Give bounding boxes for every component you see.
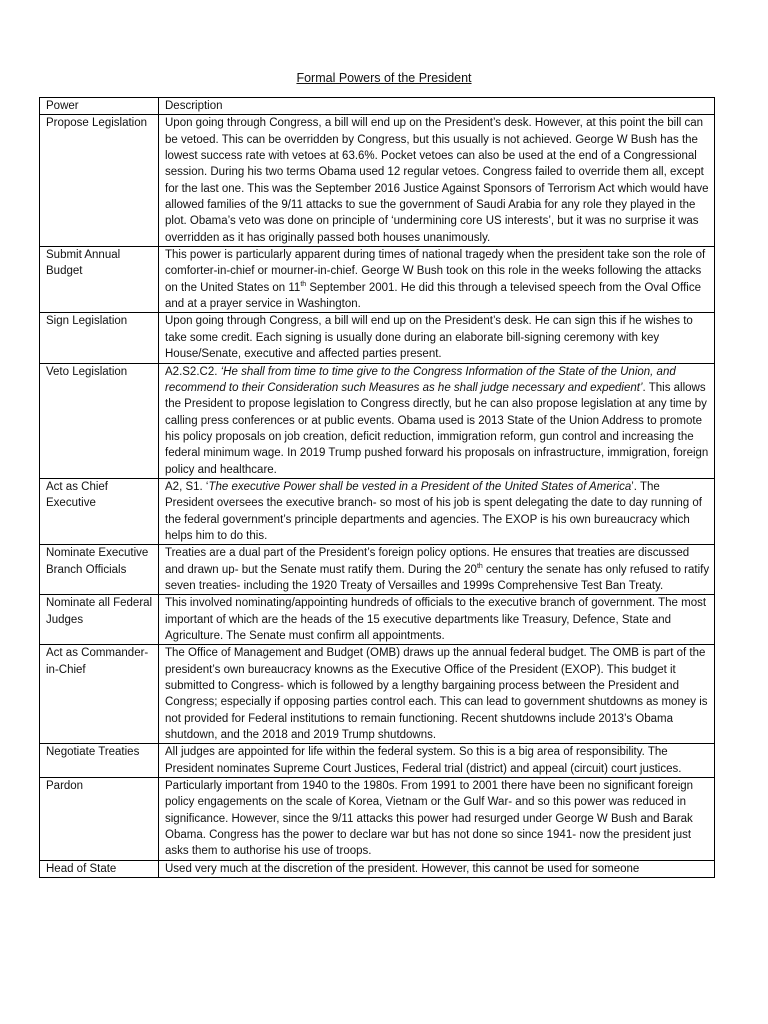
description-text: A2, S1. ‘ [165,480,209,493]
table-row [40,115,715,247]
table-row [40,313,715,363]
table-row [40,545,715,595]
power-cell: Submit Annual Budget [40,247,159,313]
description-text: The Office of Management and Budget (OMB) draws up the annual federal budget. The OMB is part of the president’s own bureaucracy knowns as the Executive Office of the President (EXOP). This budget it submitted to Congress- which is followed by a lengthy bargaining process between the President and Congress; especially if opposing parties control each. This can lead to government shutdowns as money is not provided for Federal institutions to remain functioning. Recent shutdowns include 2013’s Obama shutdown, and the 2018 and 2019 Trump shutdowns. [165,647,708,742]
description-text: This involved nominating/appointing hundreds of officials to the executive branch of government. The most important of which are the heads of the 15 executive departments like Treasury, Defence, State and Agriculture. The Senate must confirm all appointments. [165,597,707,642]
header-description: Description [159,98,715,115]
description-cell [159,645,715,744]
description-cell [159,363,715,478]
description-cell [159,778,715,861]
description-text: All judges are appointed for life within the federal system. So this is a big area of responsibility. The President nominates Supreme Court Justices, Federal trial (district) and appeal (circuit) court justices. [165,746,682,775]
description-text: September 2001. He did this through a televised speech from the Oval Office and at a prayer service in Washington. [165,281,702,311]
power-cell: Negotiate Treaties [40,744,159,778]
power-cell: Nominate all Federal Judges [40,595,159,645]
description-text: This power is particularly apparent during times of national tragedy when the president take son the role of comforter-in-chief or mourner-in-chief. George W Bush took on this role in the weeks following the attacks on the United States on 11 [165,249,706,294]
description-cell [159,313,715,363]
header-power: Power [40,98,159,115]
description-text: Particularly important from 1940 to the 1980s. From 1991 to 2001 there have been no significant foreign policy engagements on the scale of Korea, Vietnam or the Gulf War- and so this power was reduced in significance. However, since the 9/11 attacks this power had resurged under George W Bush and Barak Obama. Congress has the power to declare war but has not done so since 1941- now the president just asks them to authorise his use of troops. [165,780,694,858]
description-cell [159,115,715,247]
power-cell: Act as Chief Executive [40,478,159,544]
description-text: A2.S2.C2. [165,365,221,378]
document-title: Formal Powers of the President [296,71,472,85]
power-cell: Pardon [40,778,159,861]
description-text: . This allows the President to propose legislation to Congress directly, but he can also propose legislation at any time by calling press conferences or at public events. Obama used is 2013 State of the Union Address to promote his policy proposals on job creation, deficit reduction, immigration reform, gun control and increasing the federal minimum wage. In 2019 Trump pushed forward his proposals on infrastructure, immigration, foreign policy and healthcare. [165,381,709,476]
power-cell: Act as Commander-in-Chief [40,645,159,744]
table-row [40,478,715,544]
description-cell [159,595,715,645]
power-cell: Veto Legislation [40,363,159,478]
quoted-constitution-text: ‘He shall from time to time give to the Congress Information of the State of the Union, and recommend to their Consideration such Measures as he shall judge necessary and expedient’ [165,365,676,394]
powers-table [39,97,715,878]
description-text: ’. The President oversees the executive branch- so most of his job is spent delegating the date to day running of the federal government’s principle departments and agencies. The EXOP is his own bureaucracy which helps him to do this. [165,480,702,542]
table-header-row [40,98,715,115]
ordinal-suffix: th [476,562,483,570]
power-cell: Sign Legislation [40,313,159,363]
description-text: century the senate has only refused to ratify seven treaties- including the 1920 Treaty of Versailles and 1999s Comprehensive Test Ban Treaty. [165,563,710,592]
table-row [40,595,715,645]
description-cell [159,860,715,877]
description-text: Used very much at the discretion of the president. However, this cannot be used for someone [165,862,640,875]
truncated-text [165,861,711,877]
description-cell [159,744,715,778]
table-row [40,778,715,861]
power-cell: Propose Legislation [40,115,159,247]
description-text: Upon going through Congress, a bill will end up on the President’s desk. He can sign this if he wishes to take some credit. Each signing is usually done during an elaborate bill-signing ceremony with key House/Senate, executive and affected parties present. [165,315,693,361]
description-text: Upon going through Congress, a bill will end up on the President’s desk. However, at this point the bill can be vetoed. This can be overridden by Congress, but this usually is not achieved. George W Bush has the lowest success rate with vetoes at 63.6%. Pocket vetoes can also be used at the end of a Congressional session. During his two terms Obama used 12 regular vetoes. Congress failed to override them all, except for the last one. This was the September 2016 Justice Against Sponsors of Terrorism Act which would have allowed families of the 9/11 attacks to sue the government of Saudi Arabia for any role they played in the plot. Obama’s veto was done on principle of ‘undermining core US interests’, but it was no surprise it was overridden as it has originally passed both houses unanimously. [165,117,709,244]
quoted-constitution-text: The executive Power shall be vested in a President of the United States of America [208,480,632,493]
table-row [40,645,715,744]
description-text: Treaties are a dual part of the President’s foreign policy options. He ensures that treaties are discussed and drawn up- but the Senate must ratify them. During the 20 [165,547,690,576]
power-cell: Nominate Executive Branch Officials [40,545,159,595]
description-cell [159,545,715,595]
table-row [40,744,715,778]
power-cell: Head of State [40,860,159,877]
table-row [40,247,715,313]
ordinal-suffix: th [300,280,307,288]
description-cell [159,478,715,544]
table-row [40,363,715,478]
description-cell [159,247,715,313]
table-body [40,115,715,878]
table-row [40,860,715,877]
